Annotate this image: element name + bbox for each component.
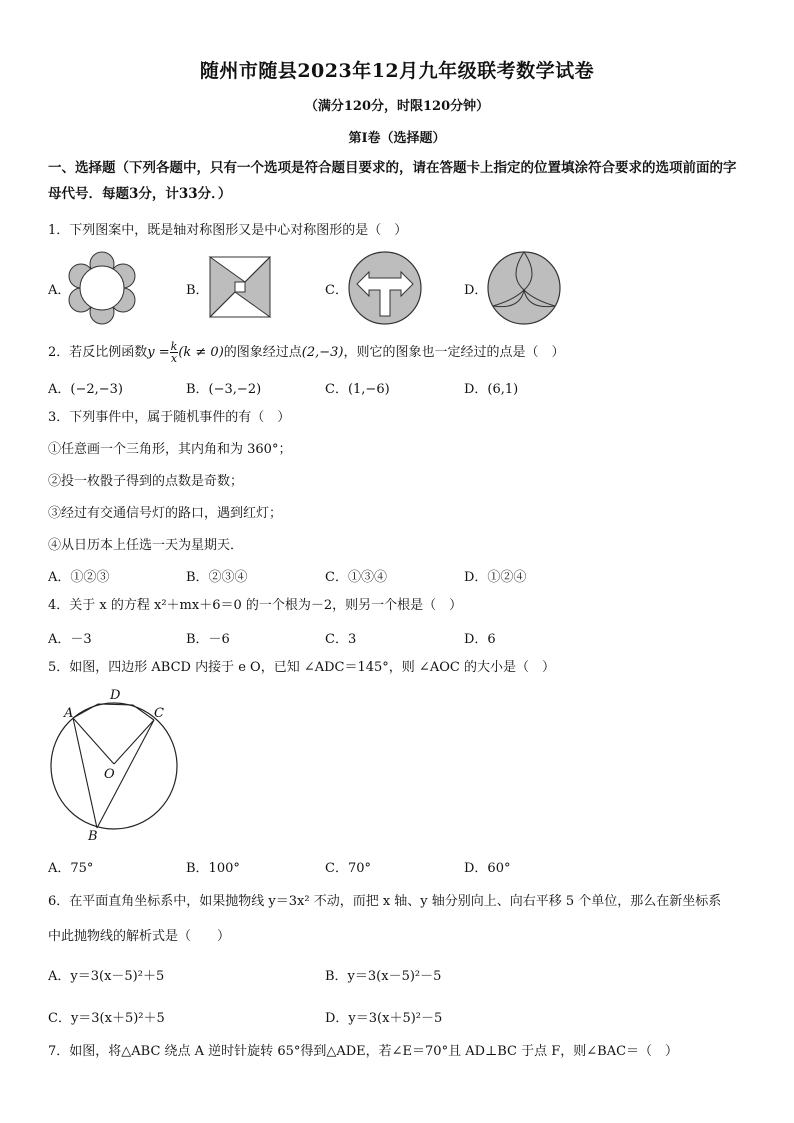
q3-option-b: B．②③④ <box>186 570 248 585</box>
q3-item-1: ①任意画一个三角形，其内角和为 360°； <box>48 442 292 457</box>
q5-option-a: A．75° <box>48 861 94 876</box>
q5-option-b: B．100° <box>186 861 240 876</box>
q1-label-d: D． <box>464 283 488 298</box>
three-petal-circle-figure <box>486 250 562 326</box>
inscribed-quadrilateral-figure <box>50 686 180 846</box>
q4-stem: 4．关于 x 的方程 x²＋mx＋6＝0 的一个根为－2，则另一个根是（ ） <box>48 598 463 613</box>
point-label-c: C <box>154 706 164 721</box>
q3-item-3: ③经过有交通信号灯的路口，遇到红灯； <box>48 506 283 521</box>
flower-figure <box>64 250 140 326</box>
q6-option-c: C．y＝3(x＋5)²＋5 <box>48 1011 165 1026</box>
point-label-a: A <box>64 706 74 721</box>
q1-label-c: C． <box>325 283 348 298</box>
q3-option-a: A．①②③ <box>48 570 110 585</box>
q1-stem: 1．下列图案中，既是轴对称图形又是中心对称图形的是（ ） <box>48 223 408 238</box>
point-label-o: O <box>104 767 115 782</box>
q2-option-b: B．(−3,−2) <box>186 382 262 397</box>
q2-option-a: A．(−2,−3) <box>48 382 123 397</box>
exam-info: （满分120分，时限120分钟） <box>304 99 490 114</box>
road-sign-figure <box>347 250 423 326</box>
q4-option-d: D．6 <box>464 632 496 647</box>
q1-label-a: A． <box>48 283 71 298</box>
q6-option-b: B．y＝3(x－5)²－5 <box>325 969 442 984</box>
q5-stem: 5．如图，四边形 ABCD 内接于 e O，已知 ∠ADC＝145°，则 ∠AOC 的大小是（ ） <box>48 660 555 675</box>
q2-option-d: D．(6,1) <box>464 382 519 397</box>
q7-stem: 7．如图，将△ABC 绕点 A 逆时针旋转 65°得到△ADE，若∠E＝70°且 AD⊥BC 于点 F，则∠BAC＝（ ） <box>48 1044 679 1059</box>
q2-stem: 2．若反比例函数y = $\frac{k}{x}$ (k ≠ 0)的图象经过点(2,−3)，则它的图象也一定经过的点是（ ） <box>48 340 565 365</box>
q6-option-d: D．y＝3(x＋5)²－5 <box>325 1011 443 1026</box>
q3-stem: 3．下列事件中，属于随机事件的有（ ） <box>48 410 291 425</box>
q2-option-c: C．(1,−6) <box>325 382 390 397</box>
point-label-d: D <box>110 688 121 703</box>
q4-option-a: A．－3 <box>48 632 92 647</box>
q5-option-d: D．60° <box>464 861 511 876</box>
part-title: 第Ⅰ卷（选择题） <box>348 131 446 146</box>
page-title: 随州市随县2023年12月九年级联考数学试卷 <box>199 60 595 82</box>
pinwheel-square-figure <box>209 256 271 318</box>
q3-option-c: C．①③④ <box>325 570 387 585</box>
point-label-b: B <box>88 829 98 844</box>
q6-option-a: A．y＝3(x－5)²＋5 <box>48 969 165 984</box>
q6-stem-line1: 6．在平面直角坐标系中，如果抛物线 y＝3x² 不动，而把 x 轴、y 轴分别向上、向右平移 5 个单位，那么在新坐标系 <box>48 894 722 909</box>
q3-item-4: ④从日历本上任选一天为星期天． <box>48 538 244 553</box>
q3-option-d: D．①②④ <box>464 570 527 585</box>
section-heading: 一、选择题（下列各题中，只有一个选项是符合题目要求的，请在答题卡上指定的位置填涂符合要求的选项前面的字母代号．每题3分，计33分．） <box>48 160 737 202</box>
q5-option-c: C．70° <box>325 861 371 876</box>
q4-option-b: B．－6 <box>186 632 230 647</box>
q4-option-c: C．3 <box>325 632 357 647</box>
q1-label-b: B． <box>186 283 209 298</box>
q3-item-2: ②投一枚骰子得到的点数是奇数； <box>48 474 244 489</box>
q6-stem-line2: 中此抛物线的解析式是（ ） <box>48 929 231 944</box>
